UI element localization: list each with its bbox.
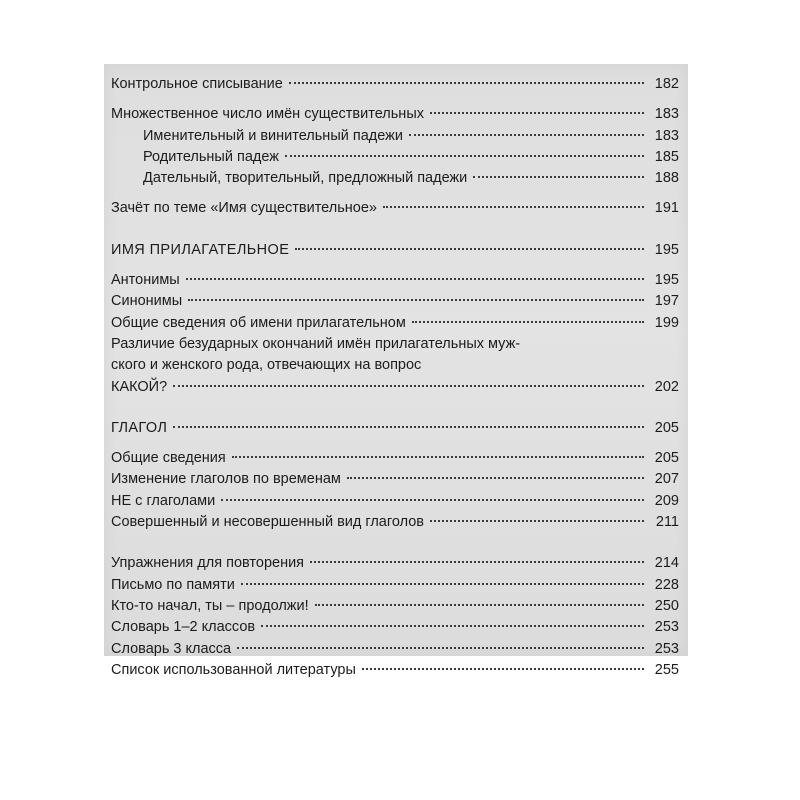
toc-entry-title-line: Различие безударных окончаний имён прилагательных муж- — [111, 335, 521, 352]
toc-entry — [111, 313, 679, 334]
toc-entry-title: Совершенный и несовершенный вид глаголов — [111, 514, 424, 531]
dot-leader — [310, 561, 644, 563]
toc-entry-page: 205 — [654, 450, 679, 467]
toc-entry-page: 207 — [654, 471, 679, 488]
toc-entry-title: Множественное число имён существительных — [111, 106, 424, 123]
toc-entry-title: ГЛАГОЛ — [111, 419, 168, 436]
toc-entry-title: Упражнения для повторения — [111, 555, 305, 572]
toc-entry — [111, 469, 679, 490]
toc-entry — [111, 575, 679, 596]
dot-leader — [186, 278, 644, 280]
toc-entry-page: 182 — [654, 76, 679, 92]
dot-leader — [285, 155, 644, 157]
toc-entry-title: Контрольное списывание — [111, 76, 283, 92]
toc-entry-title-line: КАКОЙ? — [111, 378, 168, 395]
toc-entry-title: Антонимы — [111, 272, 180, 289]
dot-leader — [241, 583, 644, 585]
toc-entry-page: 228 — [654, 576, 679, 593]
toc-subentry — [111, 126, 679, 147]
dot-leader — [173, 426, 644, 428]
toc-entry-page: 253 — [654, 640, 679, 657]
toc-entry-title: Кто-то начал, ты – продолжи! — [111, 597, 309, 614]
dot-leader — [430, 112, 644, 114]
toc-entry-line — [111, 355, 679, 376]
toc-entry-line — [111, 334, 679, 355]
toc-entry — [111, 512, 679, 533]
toc-entry-title-line: ского и женского рода, отвечающих на вопрос — [111, 357, 422, 374]
toc-entry-title: Словарь 1–2 классов — [111, 619, 256, 636]
toc-entry — [111, 491, 679, 512]
toc-entry-page: 197 — [654, 293, 679, 310]
toc-entry-title: Общие сведения — [111, 450, 226, 467]
toc-entry-page: 255 — [654, 661, 679, 678]
toc-entry-page: 205 — [654, 419, 679, 436]
toc-entry-title: НЕ с глаголами — [111, 492, 216, 509]
dot-leader — [412, 321, 644, 323]
toc-entry — [111, 377, 679, 398]
toc-entry — [111, 448, 679, 469]
toc-entry-page: 188 — [654, 170, 679, 187]
toc-entry-title: Общие сведения об имени прилагательном — [111, 314, 406, 331]
dot-leader — [261, 625, 644, 627]
toc-entry — [111, 660, 679, 681]
toc-entry-title: Зачёт по теме «Имя существительное» — [111, 200, 377, 217]
toc-entry-page: 195 — [654, 272, 679, 289]
dot-leader — [173, 385, 644, 387]
dot-leader — [188, 299, 644, 301]
toc-entry-title: Синонимы — [111, 293, 183, 310]
toc-entry-page: 214 — [654, 555, 679, 572]
toc-entry-page: 211 — [655, 514, 679, 531]
toc-entry-page: 209 — [654, 492, 679, 509]
dot-leader — [232, 456, 644, 458]
toc-entry-title: Дательный, творительный, предложный падежи — [143, 170, 468, 187]
dot-leader — [383, 206, 644, 208]
toc-entry — [111, 270, 679, 291]
toc-entry-page: 199 — [654, 314, 679, 331]
toc-section-heading — [111, 418, 679, 439]
dot-leader — [295, 248, 644, 250]
toc-entry — [111, 104, 679, 125]
dot-leader — [237, 647, 644, 649]
toc-entry — [111, 596, 679, 617]
toc-entry-title: Изменение глаголов по временам — [111, 471, 341, 488]
dot-leader — [409, 134, 644, 136]
toc-entry — [111, 74, 679, 95]
toc-entry-page: 250 — [654, 597, 679, 614]
toc-entry — [111, 639, 679, 660]
toc-entry-page: 253 — [654, 619, 679, 636]
dot-leader — [362, 668, 644, 670]
toc-entry-title: Письмо по памяти — [111, 576, 235, 593]
toc-entry-title: Именительный и винительный падежи — [143, 127, 403, 144]
toc-entry — [111, 553, 679, 574]
toc-entry-title: Словарь 3 класса — [111, 640, 232, 657]
toc-section-heading — [111, 240, 679, 261]
toc-entry — [111, 198, 679, 219]
dot-leader — [315, 604, 644, 606]
dot-leader — [289, 82, 644, 84]
toc-subentry — [111, 147, 679, 168]
toc-entry-page: 185 — [654, 148, 679, 165]
toc-entry-title: Родительный падеж — [143, 148, 279, 165]
toc-entry-page: 183 — [654, 127, 679, 144]
toc-entry — [111, 291, 679, 312]
dot-leader — [430, 520, 644, 522]
toc-entry-title: ИМЯ ПРИЛАГАТЕЛЬНОЕ — [111, 241, 290, 258]
toc-entry-page: 202 — [654, 378, 679, 395]
table-of-contents — [111, 74, 679, 681]
toc-entry-page: 191 — [654, 200, 679, 217]
dot-leader — [347, 477, 644, 479]
dot-leader — [221, 499, 644, 501]
dot-leader — [473, 176, 644, 178]
toc-entry-page: 183 — [654, 106, 679, 123]
toc-entry-page: 195 — [654, 241, 679, 258]
toc-entry-title: Список использованной литературы — [111, 661, 356, 678]
toc-subentry — [111, 168, 679, 189]
toc-entry — [111, 617, 679, 638]
